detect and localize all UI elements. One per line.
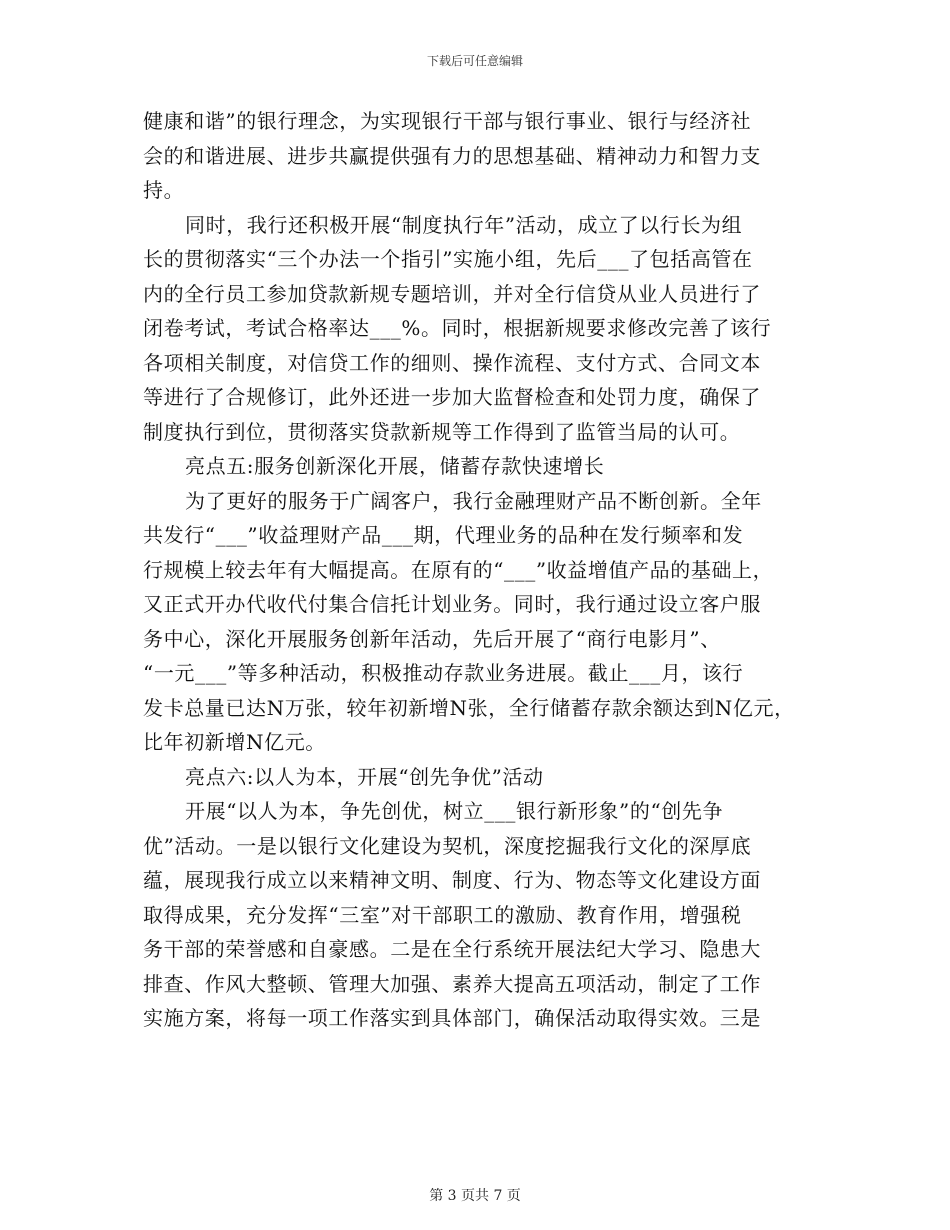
text-line: 排查、作风大整顿、管理大加强、素养大提高五项活动，制定了工作 xyxy=(143,971,761,996)
section-heading: 亮点五:服务创新深化开展，储蓄存款快速增长 xyxy=(185,454,605,478)
text-line: 比年初新增N亿元。 xyxy=(143,730,326,754)
text-line: 为了更好的服务于广阔客户，我行金融理财产品不断创新。全年 xyxy=(185,488,762,513)
text-line: 实施方案，将每一项工作落实到具体部门，确保活动取得实效。三是 xyxy=(143,1006,761,1030)
page-header: 下载后可任意编辑 xyxy=(426,54,523,68)
text-line: 务中心，深化开展服务创新年活动，先后开展了“商行电影月”、 xyxy=(143,626,721,651)
text-line: “一元___”等多种活动，积极推动存款业务进展。截止___月，该行 xyxy=(143,661,744,685)
text-line: 健康和谐”的银行理念，为实现银行干部与银行事业、银行与经济社 xyxy=(143,109,752,133)
text-line: 蕴，展现我行成立以来精神文明、制度、行为、物态等文化建设方面 xyxy=(143,868,761,892)
text-line: 闭卷考试，考试合格率达___%。同时，根据新规要求修改完善了该行 xyxy=(143,316,772,340)
text-line: 各项相关制度，对信贷工作的细则、操作流程、支付方式、合同文本 xyxy=(143,350,761,375)
text-line: 共发行“___”收益理财产品___期，代理业务的品种在发行频率和发 xyxy=(143,523,744,547)
document-body xyxy=(143,104,823,1036)
text-line: 行规模上较去年有大幅提高。在原有的“___”收益增值产品的基础上， xyxy=(143,557,774,582)
text-line: 开展“以人为本，争先创优，树立___银行新形象”的“创先争 xyxy=(185,799,724,823)
text-line: 又正式开办代收代付集合信托计划业务。同时，我行通过设立客户服 xyxy=(143,592,761,616)
section-heading: 亮点六:以人为本，开展“创先争优”活动 xyxy=(185,764,544,789)
text-line: 发卡总量已达N万张，较年初新增N张，全行储蓄存款余额达到N亿元， xyxy=(143,695,795,720)
text-line: 取得成果，充分发挥“三室”对干部职工的激励、教育作用，增强税 xyxy=(143,902,742,927)
text-line: 优”活动。一是以银行文化建设为契机，深度挖掘我行文化的深厚底 xyxy=(143,833,752,858)
text-line: 等进行了合规修订，此外还进一步加大监督检查和处罚力度，确保了 xyxy=(143,385,761,409)
text-line: 持。 xyxy=(143,178,185,202)
text-line: 内的全行员工参加贷款新规专题培训，并对全行信贷从业人员进行了 xyxy=(143,281,761,306)
text-line: 同时，我行还积极开展“制度执行年”活动，成立了以行长为组 xyxy=(185,212,743,237)
text-line: 务干部的荣誉感和自豪感。二是在全行系统开展法纪大学习、隐患大 xyxy=(143,937,761,961)
text-line: 长的贯彻落实“三个办法一个指引”实施小组，先后___了包括高管在 xyxy=(143,247,753,271)
page-number: 第 3 页共 7 页 xyxy=(429,1188,521,1204)
text-line: 制度执行到位，贯彻落实贷款新规等工作得到了监管当局的认可。 xyxy=(143,419,741,444)
text-line: 会的和谐进展、进步共赢提供强有力的思想基础、精神动力和智力支 xyxy=(143,143,761,168)
